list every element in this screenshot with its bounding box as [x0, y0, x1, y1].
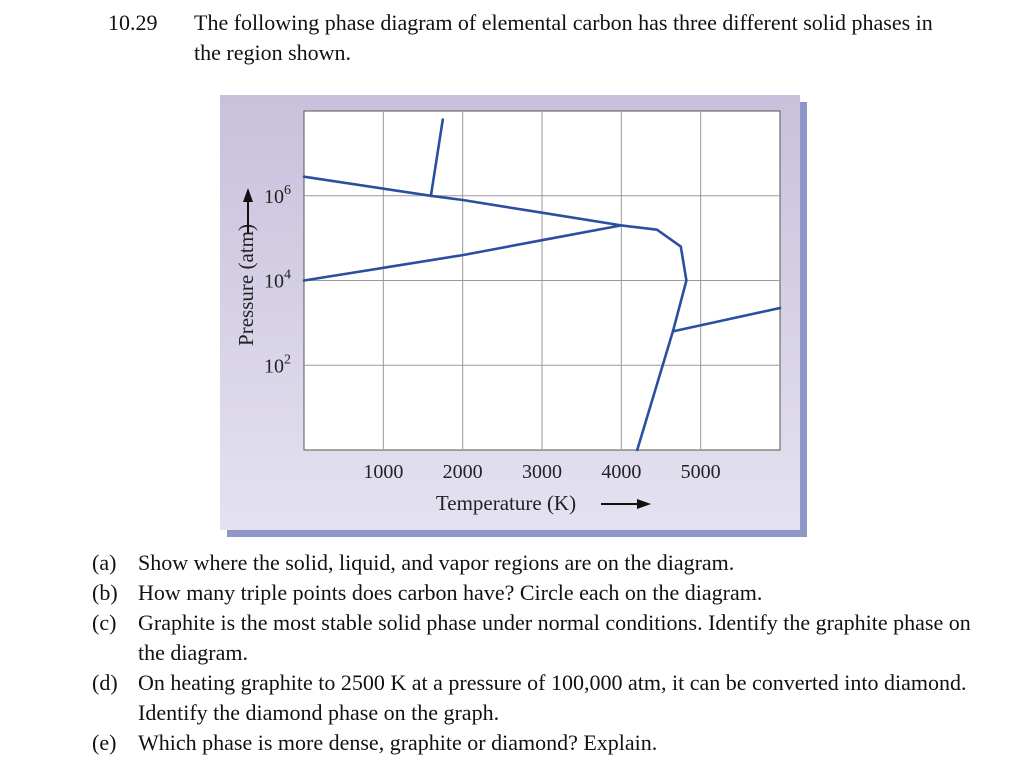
question-part-text: Which phase is more dense, graphite or diamond? Explain. — [138, 730, 658, 755]
x-tick-label: 4000 — [601, 461, 642, 483]
x-tick-label: 2000 — [442, 461, 483, 483]
question-part-label: (d) — [92, 670, 118, 695]
question-part-label: (b) — [92, 580, 118, 605]
y-tick-label: $10^2$ — [264, 352, 291, 378]
y-axis-label: Pressure (atm) — [233, 224, 258, 346]
question-stem: The following phase diagram of elemental carbon has three different solid phases in the region shown. — [194, 10, 933, 65]
question-part-text: Graphite is the most stable solid phase under normal conditions. Identify the graphite phase on the diagram. — [138, 610, 971, 665]
question-part-text: On heating graphite to 2500 K at a pressure of 100,000 atm, it can be converted into diamond. Identify the diamond phase on the graph. — [138, 670, 967, 725]
question-part-text: Show where the solid, liquid, and vapor regions are on the diagram. — [138, 550, 735, 575]
phase-diagram-chart — [220, 95, 810, 540]
x-tick-label: 5000 — [680, 461, 721, 483]
x-tick-label: 3000 — [522, 461, 562, 483]
question-part-text: How many triple points does carbon have? Circle each on the diagram. — [138, 580, 763, 605]
x-axis-label: Temperature (K) — [435, 491, 577, 515]
question-part-label: (a) — [92, 550, 117, 575]
x-tick-label: 1000 — [363, 461, 404, 483]
y-tick-label: $10^6$ — [264, 182, 291, 208]
question-part — [92, 608, 972, 668]
question-part — [92, 668, 972, 728]
question-part — [92, 578, 972, 608]
question-part — [92, 728, 972, 758]
question-part-label: (e) — [92, 730, 117, 755]
question-part-label: (c) — [92, 610, 117, 635]
question-parts — [92, 548, 972, 758]
question-number: 10.29 — [108, 10, 158, 35]
phase-diagram-figure — [220, 95, 810, 545]
y-tick-label: $10^4$ — [264, 267, 291, 293]
question-part — [92, 548, 972, 578]
